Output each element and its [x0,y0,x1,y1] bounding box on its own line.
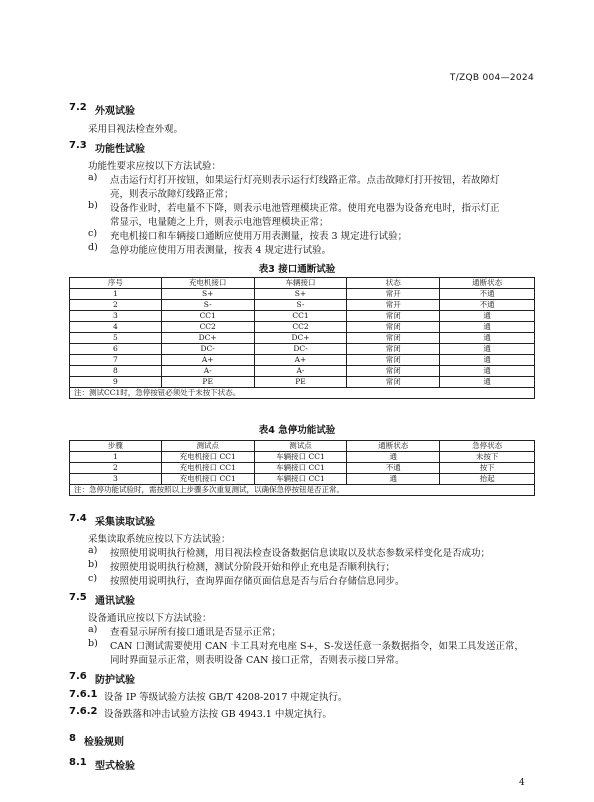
paragraph: 功能性要求应按以下方法试验： [88,161,222,172]
column-header: 序号 [70,278,162,289]
table-cell: 常闭 [347,377,440,388]
table-row [70,452,535,463]
table-cell: 常闭 [347,322,440,333]
table-cell: 通 [347,474,440,485]
table-cell: PE [254,377,347,388]
table-note-row [70,485,535,496]
section-number: 7.4 [69,513,87,524]
table-cell: 2 [70,300,162,311]
list-item-text: 亮，则表示故障灯线路正常； [110,189,234,200]
list-marker: b) [88,559,98,570]
list-item-text: 设备作业时，若电量不下降，则表示电池管理模块正常。使用充电器为设备充电时，指示灯正 [110,203,500,214]
list-item-text: 同时界面显示正常，则表明设备 CAN 接口正常，否则表示接口异常。 [110,655,405,666]
paragraph: 采用目视法检查外观。 [88,124,184,135]
table-cell: 通 [440,355,535,366]
list-item-text: 点击运行灯打开按钮，如果运行灯亮则表示运行灯线路正常。点击故障灯打开按钮，若故障灯 [110,175,500,186]
clause-text: 设备跌落和冲击试验方法按 GB 4943.1 中规定执行。 [104,709,332,720]
list-item-text: 按照使用说明执行检测，测试分阶段开始和停止充电是否顺利执行； [110,562,396,573]
table-cell: 1 [70,289,162,300]
column-header: 急停状态 [440,441,535,452]
list-marker: b) [88,638,98,649]
table-cell: DC+ [254,333,347,344]
table-cell: CC1 [161,311,254,322]
table-caption: 表4 急停功能试验 [258,425,336,436]
table-cell: 5 [70,333,162,344]
table-cell: 常闭 [347,311,440,322]
table-row [70,377,535,388]
section-title: 通讯试验 [95,596,135,607]
chapter-number: 8 [69,733,76,744]
table-row [70,366,535,377]
section-title: 防护试验 [95,675,135,686]
table-cell: PE [161,377,254,388]
list-item-text: 急停功能应使用万用表测量，按表 4 规定进行试验。 [110,245,332,256]
table-cell: 常闭 [347,355,440,366]
list-marker: b) [88,200,98,211]
table-cell: 不通 [440,300,535,311]
table-cell: 通 [440,333,535,344]
list-item-text: 按照使用说明执行，查询界面存储页面信息是否与后台存储信息同步。 [110,576,405,587]
table-header-row [70,278,535,289]
table-cell: 9 [70,377,162,388]
table-cell: DC+ [161,333,254,344]
table-cell: DC- [254,344,347,355]
table-cell: 不通 [347,463,440,474]
table-cell: 2 [70,463,162,474]
table-header-row [70,441,535,452]
list-marker: c) [88,573,98,584]
table-cell: 通 [440,377,535,388]
list-marker: a) [88,624,98,635]
paragraph: 采集读取系统应按以下方法试验： [88,534,231,545]
table-cell: CC2 [161,322,254,333]
column-header: 通断状态 [347,441,440,452]
interface-continuity-table [69,277,535,399]
table-cell: 车辆接口 CC1 [254,474,347,485]
column-header: 测试点 [254,441,347,452]
column-header: 充电机接口 [161,278,254,289]
section-title: 外观试验 [95,106,135,117]
table-cell: S- [254,300,347,311]
table-cell: 4 [70,322,162,333]
list-marker: d) [88,242,98,253]
clause-text: 设备 IP 等级试验方法按 GB/T 4208-2017 中规定执行。 [104,692,348,703]
table-cell: 常闭 [347,366,440,377]
column-header: 测试点 [161,441,254,452]
table-row [70,300,535,311]
column-header: 状态 [347,278,440,289]
table-note: 注：测试CC1时，急停按钮必须处于未按下状态。 [70,388,535,399]
table-cell: CC2 [254,322,347,333]
chapter-title: 检验规则 [84,737,124,748]
section-number: 8.1 [69,757,87,768]
table-cell: 8 [70,366,162,377]
table-cell: 常闭 [347,333,440,344]
table-cell: 通 [440,311,535,322]
table-cell: S- [161,300,254,311]
list-marker: c) [88,228,98,239]
table-cell: 常闭 [347,344,440,355]
section-title: 型式检验 [95,761,135,772]
emergency-stop-table [69,440,535,496]
table-row [70,474,535,485]
table-cell: 车辆接口 CC1 [254,452,347,463]
table-cell: 按下 [440,463,535,474]
table-cell: 通 [347,452,440,463]
table-cell: 抬起 [440,474,535,485]
table-cell: 通 [440,344,535,355]
column-header: 步骤 [70,441,162,452]
table-cell: S+ [254,289,347,300]
list-marker: a) [88,545,98,556]
section-number: 7.5 [69,592,87,603]
table-cell: 通 [440,366,535,377]
clause-number: 7.6.2 [69,706,98,717]
table-note: 注：急停功能试验时，需按照以上步骤多次重复测试，以确保急停按钮是否正常。 [70,485,535,496]
section-title: 功能性试验 [95,144,145,155]
list-marker: a) [88,172,98,183]
table-row [70,344,535,355]
table-note-row [70,388,535,399]
table-row [70,289,535,300]
table-cell: 充电机接口 CC1 [161,463,254,474]
section-number: 7.6 [69,671,87,682]
table-cell: 不通 [440,289,535,300]
clause-number: 7.6.1 [69,689,98,700]
table-row [70,333,535,344]
paragraph: 设备通讯应按以下方法试验： [88,613,212,624]
table-cell: A+ [161,355,254,366]
standard-number: T/ZQB 004—2024 [449,73,534,83]
table-cell: 3 [70,311,162,322]
column-header: 车辆接口 [254,278,347,289]
table-cell: DC- [161,344,254,355]
table-cell: 7 [70,355,162,366]
section-title: 采集读取试验 [95,517,155,528]
table-cell: 常开 [347,289,440,300]
list-item-text: 按照使用说明执行检测，用目视法检查设备数据信息读取以及状态参数采样变化是否成功； [110,548,491,559]
section-number: 7.2 [69,102,87,113]
table-cell: A- [254,366,347,377]
section-number: 7.3 [69,140,87,151]
table-cell: 充电机接口 CC1 [161,452,254,463]
column-header: 通断状态 [440,278,535,289]
list-item-text: 查看显示屏所有接口通讯是否显示正常； [110,627,282,638]
table-cell: 1 [70,452,162,463]
list-item-text: 充电机接口和车辆接口通断应使用万用表测量，按表 3 规定进行试验； [110,231,408,242]
table-cell: 通 [440,322,535,333]
table-cell: 常开 [347,300,440,311]
list-item-text: CAN 口测试需要使用 CAN 卡工具对充电座 S+，S-发送任意一条数据指令，如果工具发送正常， [110,641,524,652]
table-row [70,355,535,366]
table-cell: 充电机接口 CC1 [161,474,254,485]
page-number: 4 [519,778,525,788]
table-cell: S+ [161,289,254,300]
table-cell: 6 [70,344,162,355]
table-cell: 未按下 [440,452,535,463]
list-item-text: 常显示，电量随之上升，则表示电池管理模块正常； [110,217,329,228]
table-row [70,322,535,333]
table-cell: A+ [254,355,347,366]
table-caption: 表3 接口通断试验 [258,264,336,275]
table-row [70,311,535,322]
table-cell: CC1 [254,311,347,322]
table-cell: 3 [70,474,162,485]
table-row [70,463,535,474]
table-cell: 车辆接口 CC1 [254,463,347,474]
table-cell: A- [161,366,254,377]
